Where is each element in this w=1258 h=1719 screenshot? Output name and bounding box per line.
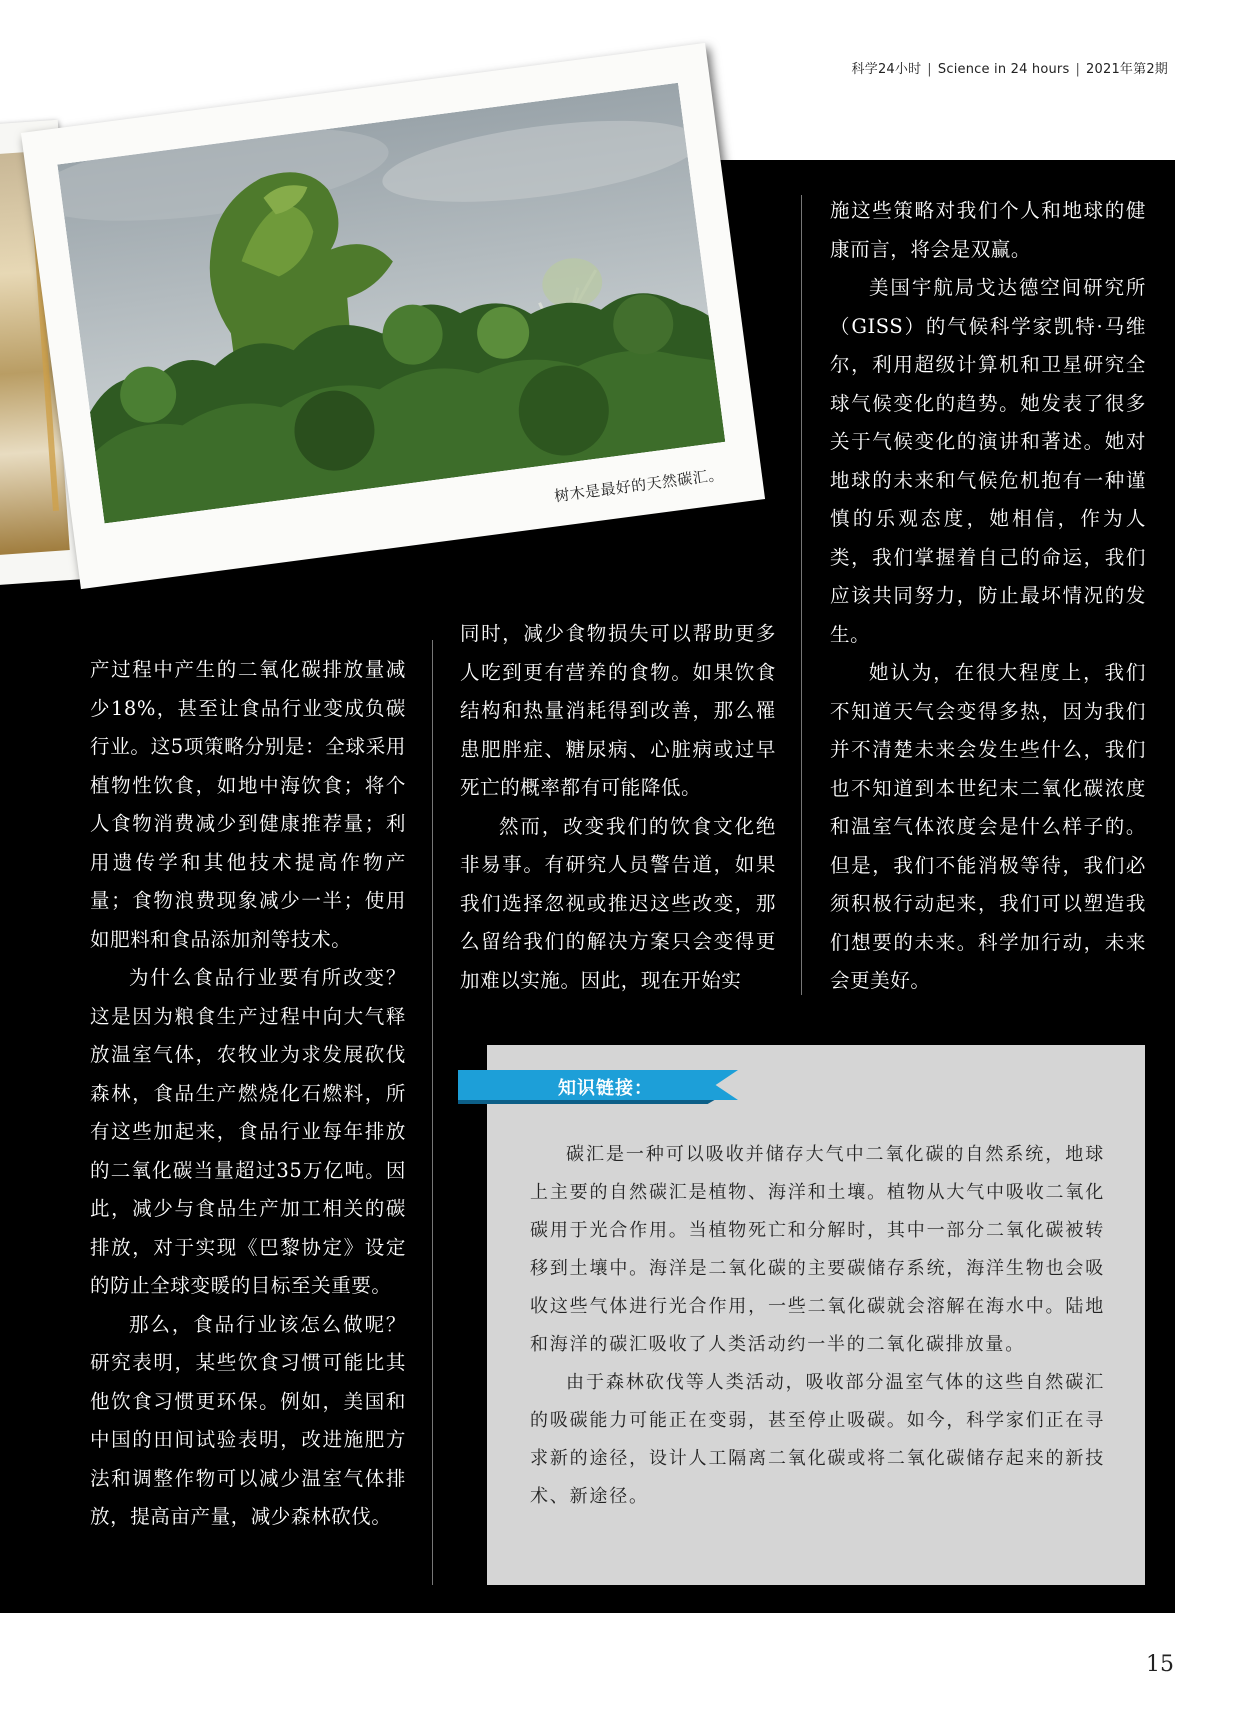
column-divider [432, 640, 433, 1585]
page-number: 15 [1146, 1652, 1174, 1677]
photo-caption: 树木是最好的天然碳汇。 [553, 465, 725, 506]
knowledge-tag [458, 1070, 738, 1110]
knowledge-text [530, 1136, 1105, 1516]
paragraph: 施这些策略对我们个人和地球的健康而言，将会是双赢。 [830, 199, 1146, 261]
article-column-3 [830, 192, 1146, 1001]
tree-photo-image [57, 83, 725, 524]
paragraph: 碳汇是一种可以吸收并储存大气中二氧化碳的自然系统，地球上主要的自然碳汇是植物、海洋和土壤。植物从大气中吸收二氧化碳用于光合作用。当植物死亡和分解时，其中一部分二氧化碳被转移到土壤中。海洋是二氧化碳的主要碳储存系统，海洋生物也会吸收这些气体进行光合作用，一些二氧化碳就会溶解在海水中。陆地和海洋的碳汇吸收了人类活动约一半的二氧化碳排放量。 [530, 1144, 1105, 1355]
forest-illustration [57, 83, 725, 524]
issue-label: 2021年第2期 [1086, 62, 1168, 77]
page-header [852, 58, 1168, 77]
article-column-1 [90, 651, 406, 1537]
paragraph: 为什么食品行业要有所改变？这是因为粮食生产过程中向大气释放温室气体，农牧业为求发展砍伐森林，食品生产燃烧化石燃料，所有这些加起来，食品行业每年排放的二氧化碳当量超过35万亿吨。因此，减少与食品生产加工相关的碳排放，对于实现《巴黎协定》设定的防止全球变暖的目标至关重要。 [90, 966, 406, 1297]
header-divider: | [1075, 62, 1081, 77]
paragraph: 那么，食品行业该怎么做呢？研究表明，某些饮食习惯可能比其他饮食习惯更环保。例如，美国和中国的田间试验表明，改进施肥方法和调整作物可以减少温室气体排放，提高亩产量，减少森林砍伐。 [90, 1312, 406, 1528]
column-divider [801, 195, 802, 995]
paragraph: 美国宇航局戈达德空间研究所（GISS）的气候科学家凯特·马维尔，利用超级计算机和卫星研究全球气候变化的趋势。她发表了很多关于气候变化的演讲和著述。她对地球的未来和气候危机抱有一种谨慎的乐观态度，她相信，作为人类，我们掌握着自己的命运，我们应该共同努力，防止最坏情况的发生。 [830, 276, 1146, 646]
paragraph: 同时，减少食物损失可以帮助更多人吃到更有营养的食物。如果饮食结构和热量消耗得到改善，那么罹患肥胖症、糖尿病、心脏病或过早死亡的概率都有可能降低。 [460, 622, 776, 799]
article-column-2 [460, 615, 776, 1000]
paragraph: 然而，改变我们的饮食文化绝非易事。有研究人员警告道，如果我们选择忽视或推迟这些改变，那么留给我们的解决方案只会变得更加难以实施。因此，现在开始实 [460, 814, 776, 992]
magazine-name: 科学24小时 [851, 62, 922, 77]
paragraph: 产过程中产生的二氧化碳排放量减少18%，甚至让食品行业变成负碳行业。这5项策略分别是：全球采用植物性饮食，如地中海饮食；将个人食物消费减少到健康推荐量；利用遗传学和其他技术提高作物产量；食物浪费现象减少一半；使用如肥料和食品添加剂等技术。 [90, 658, 406, 951]
paragraph: 她认为，在很大程度上，我们不知道天气会变得多热，因为我们并不清楚未来会发生些什么，我们也不知道到本世纪末二氧化碳浓度和温室气体浓度会是什么样子的。但是，我们不能消极等待，我们必须积极行动起来，我们可以塑造我们想要的未来。科学加行动，未来会更美好。 [830, 661, 1146, 992]
header-divider: | [927, 62, 932, 77]
paragraph: 由于森林砍伐等人类活动，吸收部分温室气体的这些自然碳汇的吸碳能力可能正在变弱，甚至停止吸碳。如今，科学家们正在寻求新的途径，设计人工隔离二氧化碳或将二氧化碳储存起来的新技术、新途径。 [530, 1372, 1105, 1507]
magazine-english-name: Science in 24 hours [937, 62, 1070, 77]
tree-photo [21, 43, 765, 589]
knowledge-title: 知识链接： [558, 1078, 653, 1099]
